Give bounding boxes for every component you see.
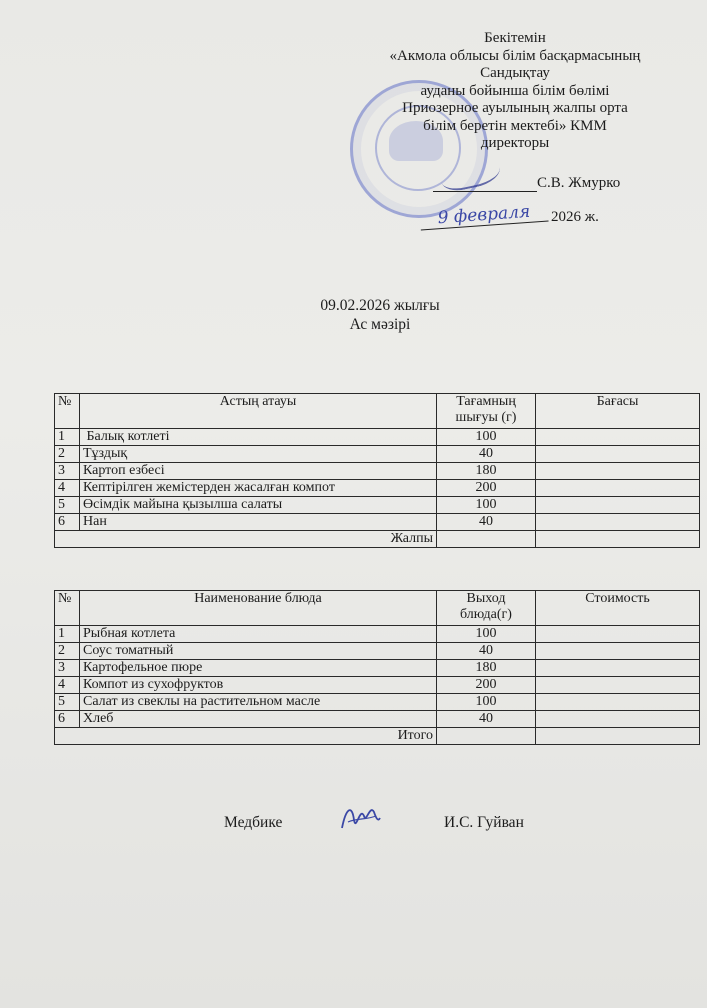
row-number: 3 <box>55 463 80 480</box>
dish-price <box>536 497 700 514</box>
dish-name: Салат из свеклы на растительном масле <box>80 694 437 711</box>
dish-quantity: 100 <box>437 497 536 514</box>
dish-name: Картофельное пюре <box>80 660 437 677</box>
dish-price <box>536 677 700 694</box>
approval-block <box>350 30 680 153</box>
column-header: Стоимость <box>536 591 700 626</box>
menu-table-kazakh <box>54 393 700 548</box>
total-quantity <box>437 531 536 548</box>
table-row <box>55 446 700 463</box>
row-number: 6 <box>55 711 80 728</box>
column-header: Астың атауы <box>80 394 437 429</box>
table-header-row <box>55 591 700 626</box>
column-header: № <box>55 394 80 429</box>
table-total-row <box>55 728 700 745</box>
dish-quantity: 180 <box>437 463 536 480</box>
dish-price <box>536 446 700 463</box>
approval-line: Бекітемін <box>484 30 546 46</box>
dish-quantity: 40 <box>437 446 536 463</box>
dish-price <box>536 429 700 446</box>
dish-quantity: 40 <box>437 514 536 531</box>
table-row <box>55 514 700 531</box>
table-row <box>55 429 700 446</box>
dish-name: Өсімдік майына қызылша салаты <box>80 497 437 514</box>
dish-price <box>536 711 700 728</box>
column-header: № <box>55 591 80 626</box>
table-row <box>55 694 700 711</box>
table-row <box>55 643 700 660</box>
approval-line: директоры <box>480 135 550 151</box>
approval-line: білім беретін мектебі» КММ <box>423 117 607 134</box>
total-quantity <box>437 728 536 745</box>
approval-date-line <box>420 201 599 229</box>
approval-line: ауданы бойынша білім бөлімі <box>420 82 610 99</box>
table-row <box>55 660 700 677</box>
table-row <box>55 463 700 480</box>
table-header-row <box>55 394 700 429</box>
approval-line: «Акмола облысы білім басқармасының <box>389 47 641 64</box>
total-label: Итого <box>55 728 437 745</box>
dish-name: Тұздық <box>80 446 437 463</box>
row-number: 1 <box>55 429 80 446</box>
dish-price <box>536 514 700 531</box>
column-header: Наименование блюда <box>80 591 437 626</box>
dish-name: Балық котлеті <box>80 429 437 446</box>
row-number: 4 <box>55 677 80 694</box>
approval-line: Приозерное ауылының жалпы орта <box>402 100 628 116</box>
dish-quantity: 100 <box>437 429 536 446</box>
row-number: 5 <box>55 497 80 514</box>
table-row <box>55 497 700 514</box>
row-number: 2 <box>55 446 80 463</box>
nurse-name: И.С. Гуйван <box>444 814 524 831</box>
dish-name: Картоп езбесі <box>80 463 437 480</box>
dish-price <box>536 463 700 480</box>
table-row <box>55 677 700 694</box>
dish-price <box>536 626 700 643</box>
director-signature-line <box>433 175 620 192</box>
table-row <box>55 626 700 643</box>
dish-price <box>536 643 700 660</box>
dish-name: Кептірілген жемістерден жасалған компот <box>80 480 437 497</box>
total-price <box>536 531 700 548</box>
nurse-signature <box>338 798 382 838</box>
dish-quantity: 100 <box>437 626 536 643</box>
column-header: Тағамның шығуы (г) <box>437 394 536 429</box>
row-number: 5 <box>55 694 80 711</box>
dish-quantity: 40 <box>437 711 536 728</box>
dish-name: Нан <box>80 514 437 531</box>
column-header: Бағасы <box>536 394 700 429</box>
director-name: С.В. Жмурко <box>537 175 621 191</box>
dish-price <box>536 694 700 711</box>
dish-quantity: 180 <box>437 660 536 677</box>
approval-year: 2026 ж. <box>551 209 599 225</box>
row-number: 6 <box>55 514 80 531</box>
dish-price <box>536 660 700 677</box>
handwritten-date: 9 февраля <box>419 201 548 231</box>
table-row <box>55 480 700 497</box>
table-total-row <box>55 531 700 548</box>
row-number: 1 <box>55 626 80 643</box>
row-number: 4 <box>55 480 80 497</box>
menu-table-russian <box>54 590 700 745</box>
dish-quantity: 100 <box>437 694 536 711</box>
total-price <box>536 728 700 745</box>
menu-title: Ас мәзірі <box>349 316 411 333</box>
dish-quantity: 200 <box>437 677 536 694</box>
dish-quantity: 200 <box>437 480 536 497</box>
column-header: Выход блюда(г) <box>437 591 536 626</box>
menu-date: 09.02.2026 жылғы <box>320 297 440 314</box>
signature-blank <box>433 177 537 192</box>
total-label: Жалпы <box>55 531 437 548</box>
nurse-role: Медбике <box>224 814 283 831</box>
table-row <box>55 711 700 728</box>
row-number: 3 <box>55 660 80 677</box>
dish-quantity: 40 <box>437 643 536 660</box>
dish-name: Хлеб <box>80 711 437 728</box>
dish-price <box>536 480 700 497</box>
dish-name: Соус томатный <box>80 643 437 660</box>
row-number: 2 <box>55 643 80 660</box>
dish-name: Рыбная котлета <box>80 626 437 643</box>
approval-line: Сандықтау <box>480 65 550 81</box>
dish-name: Компот из сухофруктов <box>80 677 437 694</box>
